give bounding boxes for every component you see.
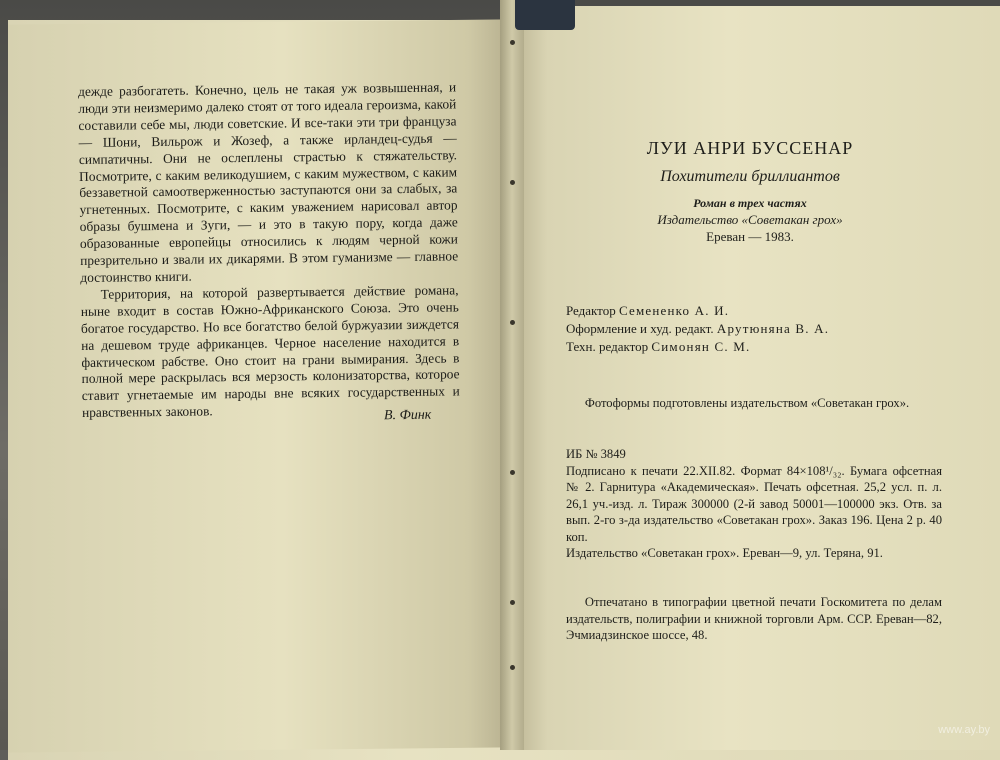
afterword-text	[78, 79, 460, 422]
binding-stitch	[510, 320, 515, 325]
book-author: ЛУИ АНРИ БУССЕНАР	[646, 138, 854, 158]
credit-role: Оформление и худ. редакт.	[566, 321, 714, 336]
credit-name: Семененко А. И.	[618, 303, 730, 318]
credit-tech-editor	[566, 338, 956, 356]
photoforms-note: Фотоформы подготовлены издательством «Советакан грох».	[584, 396, 910, 410]
binding-stitch	[510, 470, 515, 475]
book-city-year: Ереван — 1983.	[706, 229, 794, 244]
imprint-block	[566, 446, 942, 562]
binding-stitch	[510, 665, 515, 670]
imprint-ib-number: ИБ № 3849	[566, 447, 626, 461]
imprint-details: Подписано к печати 22.XII.82. Формат 84×108¹/₃₂. Бумага офсетная № 2. Гарнитура «Академическая». Печать офсетная. 25,2 усл. п. л. 26,1 уч.-изд. л. Тираж 300000 (2-й завод 50001—100000 экз. Отв. за вып. 2-го з-да издательство «Советакан грох». Заказ 196. Цена 2 р. 40 коп.	[566, 463, 942, 544]
credits-list	[566, 302, 956, 356]
credit-role: Техн. редактор	[566, 339, 649, 354]
credit-role: Редактор	[566, 303, 616, 318]
binding-stitch	[510, 40, 515, 45]
imprint-address: Издательство «Советакан грох». Ереван—9, ул. Теряна, 91.	[566, 546, 883, 560]
credit-name: Арутюняна В. А.	[716, 321, 830, 336]
book-publisher: Издательство «Советакан грох»	[657, 212, 843, 227]
credit-name: Симонян С. М.	[651, 339, 751, 354]
book-genre: Роман в трех частях	[693, 196, 807, 210]
watermark: www.ay.by	[938, 724, 990, 736]
binding-stitch	[510, 180, 515, 185]
binding-stitch	[510, 600, 515, 605]
book-binding	[500, 0, 524, 750]
book-cover-edge	[515, 0, 575, 30]
title-block	[560, 138, 940, 245]
book-title: Похитители бриллиантов	[660, 168, 840, 185]
afterword-paragraph: Территория, на которой развертывается действие романа, ныне входит в состав Южно-Африканского Союза. Это очень богатое государство. Но все богатство белой буржуазии зиждется на дешевом труде африканцев. Черное население находится в фактическом рабстве. Оно стоит на грани вымирания. Здесь в полной мере раскрылась вся мерзость колонизаторства, которое ставит угнетаемые им народы вне всяких государственных и нравственных законов.	[80, 282, 460, 421]
credit-art-editor	[566, 320, 956, 338]
printing-note: Отпечатано в типографии цветной печати Госкомитета по делам издательств, полиграфии и книжной торговли Арм. ССР. Ереван—82, Эчмиадзинское шоссе, 48.	[566, 595, 942, 642]
afterword-paragraph: дежде разбогатеть. Конечно, цель не такая уж возвышенная, и люди эти неизмеримо далеко стоят от того идеала героизма, какой составили себе мы, люди советские. И все-таки эти три француза — Шони, Вильрож и Жозеф, а также ирландец-судья — симпатичны. Они не ослеплены страстью к стяжательству. Посмотрите, с каким великодушием, с каким мужеством, с каким беззаветной самоотверженностью заступаются они за слабых, за угнетенных. Посмотрите, с каким уважением нарисовал автор образы бушмена и Зуги, — и это в такую пору, когда даже образованные европейцы относились к людям черной кожи презрительно и звали их дикарями. В этом гуманизме — главное достоинство книги.	[78, 79, 459, 285]
credit-editor	[566, 302, 956, 320]
afterword-signature: В. Финк	[383, 407, 432, 424]
